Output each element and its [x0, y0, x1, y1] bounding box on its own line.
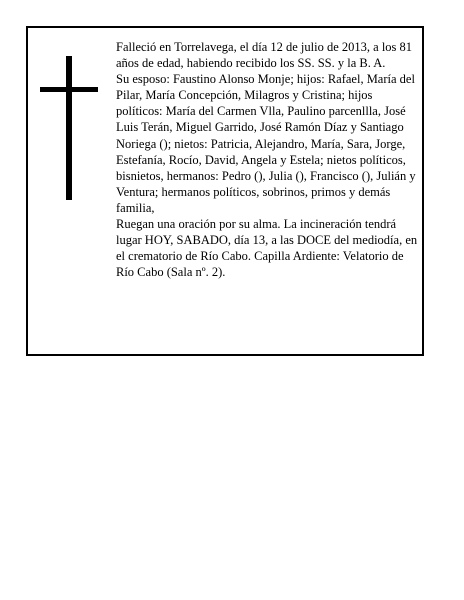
service-details-paragraph: Ruegan una oración por su alma. La incineración tendrá lugar HOY, SABADO, día 13, a las DOCE del mediodía, en el crematorio de Río Cabo. Capilla Ardiente: Velatorio de Río Cabo (Sala nº. 2). — [116, 217, 418, 280]
obituary-text — [116, 39, 422, 280]
death-announcement-paragraph: Falleció en Torrelavega, el día 12 de julio de 2013, a los 81 años de edad, habiendo recibido los SS. SS. y la B. A. — [116, 40, 413, 71]
latin-cross-icon — [40, 56, 98, 200]
cross-vertical-bar — [66, 56, 72, 200]
family-list-paragraph: Su esposo: Faustino Alonso Monje; hijos: Rafael, María del Pilar, María Concepción, Milagros y Cristina; hijos políticos: María del Carmen Vlla, Paulino parcenllla, José Luis Terán, Miguel Garrido, José Ramón Díaz y Santiago Noriega (); nietos: Patricia, Alejandro, María, Sara, Jorge, Estefanía, Rocío, David, Angela y Estela; nietos políticos, bisnietos, hermanos: Pedro (), Julia (), Francisco (), Julián y Ventura; hermanos políticos, sobrinos, primos y demás familia, — [116, 72, 416, 215]
obituary-notice — [26, 26, 424, 356]
cross-horizontal-bar — [40, 87, 98, 92]
